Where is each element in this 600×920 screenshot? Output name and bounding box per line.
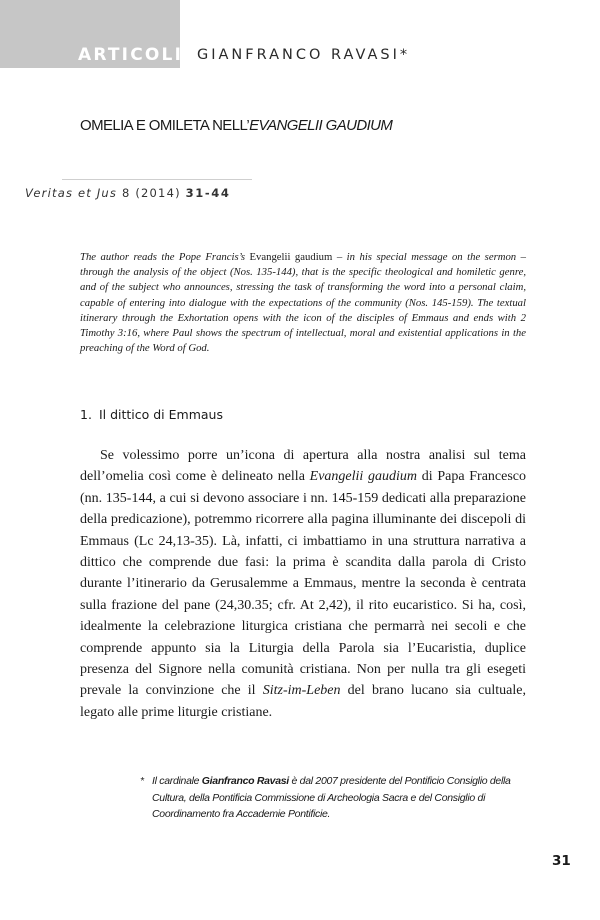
author-name: GIANFRANCO RAVASI* [197, 47, 411, 63]
title-divider [62, 179, 252, 180]
abstract [80, 250, 526, 356]
section-heading [80, 407, 223, 422]
section-label: ARTICOLI [78, 45, 184, 65]
article-title-prefix: OMELIA E OMILETA NELL’ [80, 117, 250, 134]
footnote-author-name: Gianfranco Ravasi [201, 775, 289, 787]
body-italic-work: Evangelii gaudium [309, 469, 418, 485]
journal-name: Veritas et Jus [25, 186, 118, 200]
footnote-part-2: è dal 2007 presidente del Pontificio Consiglio della Cultura, della Pontificia Commissione di Archeologia Sacra e del Consiglio di Coordinamento fra Accademie Pontificie. [152, 775, 511, 820]
section-number: 1. [80, 407, 92, 422]
journal-citation [25, 186, 230, 200]
footnote [140, 773, 526, 823]
body-part-1: Se volessimo porre un’icona di apertura alla nostra analisi sul tema dell’omelia così come è delineato nella [80, 448, 526, 485]
journal-pages: 31-44 [185, 186, 231, 200]
section-tab [0, 0, 184, 68]
body-italic-term: Sitz-im-Leben [262, 683, 341, 699]
body-part-2: di Papa Francesco (nn. 135-144, a cui si devono associare i nn. 145-159 dedicati alla preparazione della predicazione), potremmo ricorrere alla pagina illuminante dei discepoli di Emmaus (Lc 24,13-35). Là, infatti, ci imbattiamo in una struttura narrativa a dittico che comprende due fasi: la prima è scandita dalla parola di Cristo durante l’itinerario da Gerusalemme a Emmaus, mentre la seconda è centrata sulla frazione del pane (24,30.35; cfr. At 2,42), il rito eucaristico. Si ha, così, idealmente la celebrazione liturgica cristiana che permarrà nei secoli e che comprende appunto sia la Liturgia della Parola sia l’Eucaristia, duplice presenza del Signore nella comunità cristiana. Non per nulla tra gli esegeti prevale la convinzione che il [80, 469, 527, 699]
body-paragraph [80, 445, 526, 723]
page-number: 31 [552, 853, 571, 869]
body-part-3: del brano lucano sia cultuale, legato alle prime liturgie cristiane. [80, 683, 526, 720]
section-title: Il dittico di Emmaus [98, 407, 223, 422]
footnote-part-1: Il cardinale [152, 775, 202, 787]
footnote-text [152, 773, 526, 823]
journal-volume-year: 8 (2014) [121, 186, 181, 200]
abstract-part-2: – in his special message on the sermon – through the analysis of the object (Nos. 135-144), that is the specific theological and homiletic genre, and of the subject who announces, stressing the task of transforming the word into a personal claim, capable of entering into dialogue with the expectations of the community (Nos. 145-159). The textual itinerary through the Exhortation opens with the icon of the disciples of Emmaus and ends with 2 Timothy 3:16, where Paul shows the spectrum of intellectual, moral and existential applications in the preaching of the Word of God. [80, 251, 526, 355]
article-title [80, 117, 392, 134]
abstract-part-1: The author reads the Pope Francis’s [80, 251, 250, 263]
footnote-mark: * [140, 775, 144, 787]
abstract-work-title: Evangelii gaudium [249, 251, 333, 263]
article-title-work: EVANGELII GAUDIUM [249, 117, 393, 134]
